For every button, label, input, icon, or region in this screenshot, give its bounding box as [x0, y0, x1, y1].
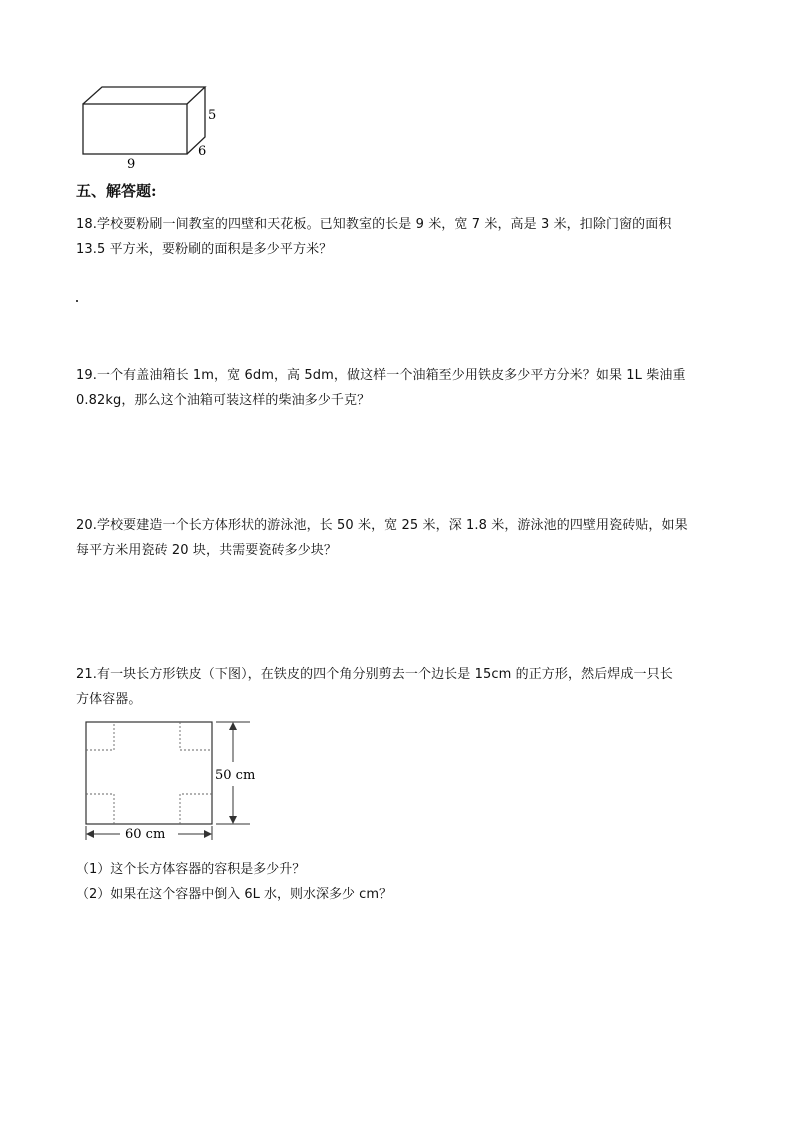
cuboid-front-face	[83, 104, 187, 154]
question-line: 21.有一块长方形铁皮（下图），在铁皮的四个角分别剪去一个边长是 15cm 的正方形，然后焊成一只长	[76, 667, 673, 682]
sheet-height-label: 50 cm	[215, 768, 256, 783]
sheet-outline	[86, 722, 212, 824]
question-line: 20.学校要建造一个长方体形状的游泳池，长 50 米，宽 25 米，深 1.8 米，游泳池的四壁用瓷砖贴，如果	[76, 518, 688, 533]
question-18	[76, 212, 716, 262]
cuboid-top-face	[83, 87, 205, 104]
stray-mark	[76, 300, 78, 302]
cuboid-height-label: 5	[208, 108, 217, 123]
question-20	[76, 513, 716, 563]
sheet-figure	[80, 716, 270, 846]
sheet-width-label: 60 cm	[125, 827, 166, 842]
cuboid-width-label: 6	[198, 144, 207, 159]
question-21	[76, 662, 716, 712]
sub-question-1: （1）这个长方体容器的容积是多少升？	[76, 862, 306, 877]
cuboid-length-label: 9	[127, 157, 136, 172]
question-line: 0.82kg，那么这个油箱可装这样的柴油多少千克？	[76, 393, 371, 408]
cuboid-figure	[78, 82, 218, 172]
question-line: 每平方米用瓷砖 20 块，共需要瓷砖多少块？	[76, 543, 338, 558]
section-title: 五、解答题:	[76, 182, 157, 200]
sub-question-2: （2）如果在这个容器中倒入 6L 水，则水深多少 cm？	[76, 887, 392, 902]
question-19	[76, 363, 716, 413]
question-line: 方体容器。	[76, 692, 142, 707]
corner-cut-lines	[86, 722, 212, 824]
question-line: 13.5 平方米，要粉刷的面积是多少平方米？	[76, 242, 333, 257]
question-line: 18.学校要粉刷一间教室的四壁和天花板。已知教室的长是 9 米，宽 7 米，高是 3 米，扣除门窗的面积	[76, 217, 672, 232]
question-line: 19.一个有盖油箱长 1m，宽 6dm，高 5dm，做这样一个油箱至少用铁皮多少平方分米？如果 1L 柴油重	[76, 368, 686, 383]
